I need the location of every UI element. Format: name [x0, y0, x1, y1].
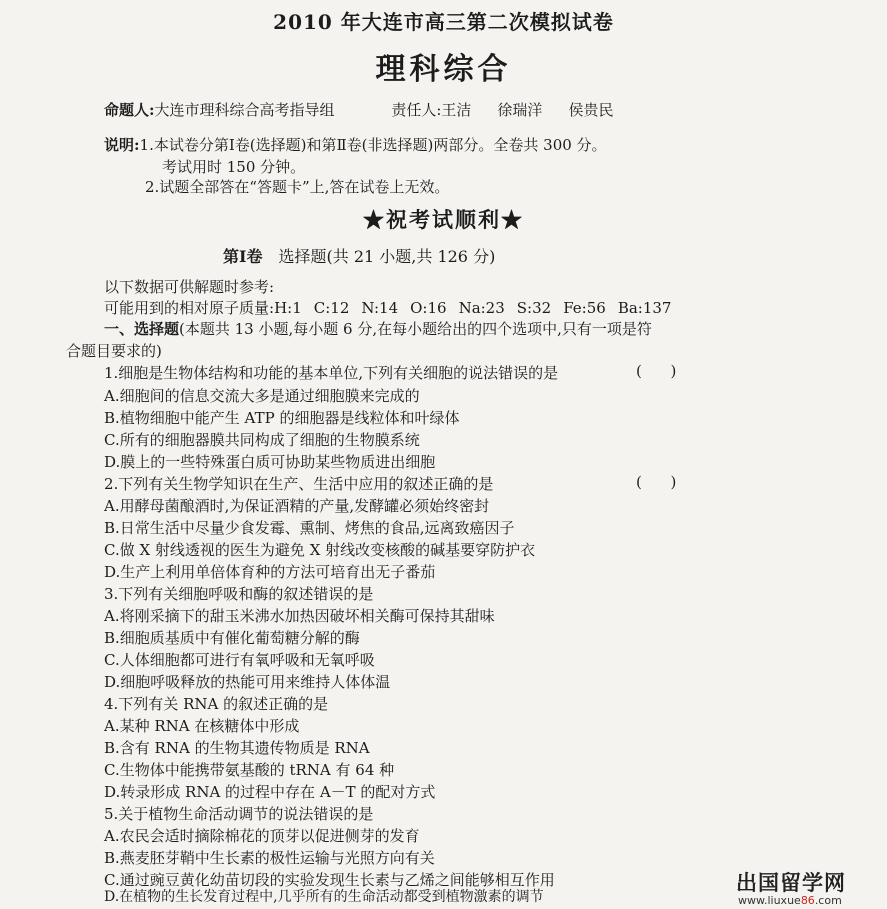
question-option: C.所有的细胞器膜共同构成了细胞的生物膜系统 [104, 431, 420, 449]
responsible-person: 王洁 [441, 101, 472, 119]
question-option: C.生物体中能携带氨基酸的 tRNA 有 64 种 [104, 761, 395, 779]
question-stem: 5.关于植物生命活动调节的说法错误的是 [104, 805, 374, 823]
responsible-person: 徐瑞洋 [497, 101, 543, 119]
instructions-heading: 一、选择题 [104, 320, 180, 338]
instructions-line: 一、选择题(本题共 13 小题,每小题 6 分,在每小题给出的四个选项中,只有一项是符 [104, 320, 652, 338]
question-option: D.细胞呼吸释放的热能可用来维持人体体温 [104, 673, 391, 691]
atomic-mass-item: C:12 [313, 299, 350, 317]
question-option: D.生产上利用单倍体育种的方法可培育出无子番茄 [104, 563, 436, 581]
answer-blank: ( ) [636, 362, 677, 380]
atomic-mass-label: 可能用到的相对原子质量: [104, 299, 275, 317]
question-option: D.膜上的一些特殊蛋白质可协助某些物质进出细胞 [104, 453, 436, 471]
question-option: B.日常生活中尽量少食发霉、熏制、烤焦的食品,远离致癌因子 [104, 519, 515, 537]
question-stem: 3.下列有关细胞呼吸和酶的叙述错误的是 [104, 585, 374, 603]
note-label: 说明: [104, 136, 140, 154]
atomic-mass-item: Na:23 [458, 299, 505, 317]
note-line: 2.试题全部答在“答题卡”上,答在试卷上无效。 [145, 178, 450, 196]
question-stem: 1.细胞是生物体结构和功能的基本单位,下列有关细胞的说法错误的是 [104, 364, 559, 382]
question-option: C.通过豌豆黄化幼苗切段的实验发现生长素与乙烯之间能够相互作用 [104, 871, 555, 889]
question-option: D.转录形成 RNA 的过程中存在 A－T 的配对方式 [104, 783, 436, 801]
question-option: A.细胞间的信息交流大多是通过细胞膜来完成的 [104, 387, 420, 405]
section-title: 选择题(共 21 小题,共 126 分) [278, 247, 496, 266]
answer-blank: ( ) [636, 473, 677, 491]
question-option: B.燕麦胚芽鞘中生长素的极性运输与光照方向有关 [104, 849, 435, 867]
atomic-mass-item: Ba:137 [617, 299, 672, 317]
reference-intro: 以下数据可供解题时参考: [104, 278, 275, 296]
atomic-mass-item: Fe:56 [563, 299, 606, 317]
section-name: 第Ⅰ卷 [223, 247, 263, 266]
watermark-brand: 出国留学网 [736, 871, 846, 895]
question-option: D.在植物的生长发育过程中,几乎所有的生命活动都受到植物激素的调节 [104, 889, 544, 905]
question-option: C.人体细胞都可进行有氧呼吸和无氧呼吸 [104, 651, 375, 669]
watermark [728, 867, 887, 909]
question-stem: 4.下列有关 RNA 的叙述正确的是 [104, 695, 329, 713]
setter-label: 命题人: [104, 101, 155, 119]
atomic-mass-item: H:1 [274, 299, 302, 317]
atomic-mass-line [104, 297, 671, 318]
note-line: 说明:1.本试卷分第Ⅰ卷(选择题)和第Ⅱ卷(非选择题)两部分。全卷共 300 分。 [104, 136, 607, 154]
good-luck-banner: ★祝考试顺利★ [363, 207, 524, 232]
question-option: A.将刚采摘下的甜玉米沸水加热因破坏相关酶可保持其甜味 [104, 607, 495, 625]
question-option: B.植物细胞中能产生 ATP 的细胞器是线粒体和叶绿体 [104, 409, 460, 427]
question-option: B.细胞质基质中有催化葡萄糖分解的酶 [104, 629, 360, 647]
exam-title: 2010 年大连市高三第二次模拟试卷 [273, 10, 614, 34]
watermark-url: www.liuxue86.com [738, 894, 842, 907]
question-option: A.农民会适时摘除棉花的顶芽以促进侧芽的发育 [104, 827, 420, 845]
instructions-line: 合题目要求的) [66, 342, 162, 360]
question-option: A.用酵母菌酿酒时,为保证酒精的产量,发酵罐必须始终密封 [104, 497, 490, 515]
question-option: C.做 X 射线透视的医生为避免 X 射线改变核酸的碱基要穿防护衣 [104, 541, 536, 559]
question-stem: 2.下列有关生物学知识在生产、生活中应用的叙述正确的是 [104, 475, 494, 493]
note-line: 考试用时 150 分钟。 [162, 158, 306, 176]
authors-line [104, 99, 613, 120]
atomic-mass-item: N:14 [361, 299, 399, 317]
section-heading [223, 244, 495, 267]
question-option: B.含有 RNA 的生物其遗传物质是 RNA [104, 739, 370, 757]
subject-title: 理科综合 [375, 52, 512, 87]
question-option: A.某种 RNA 在核糖体中形成 [104, 717, 300, 735]
responsible-person: 侯贵民 [568, 101, 614, 119]
atomic-mass-item: O:16 [410, 299, 447, 317]
atomic-mass-item: S:32 [516, 299, 552, 317]
responsible-label: 责任人: [391, 101, 442, 119]
setter-name: 大连市理科综合高考指导组 [154, 101, 335, 119]
